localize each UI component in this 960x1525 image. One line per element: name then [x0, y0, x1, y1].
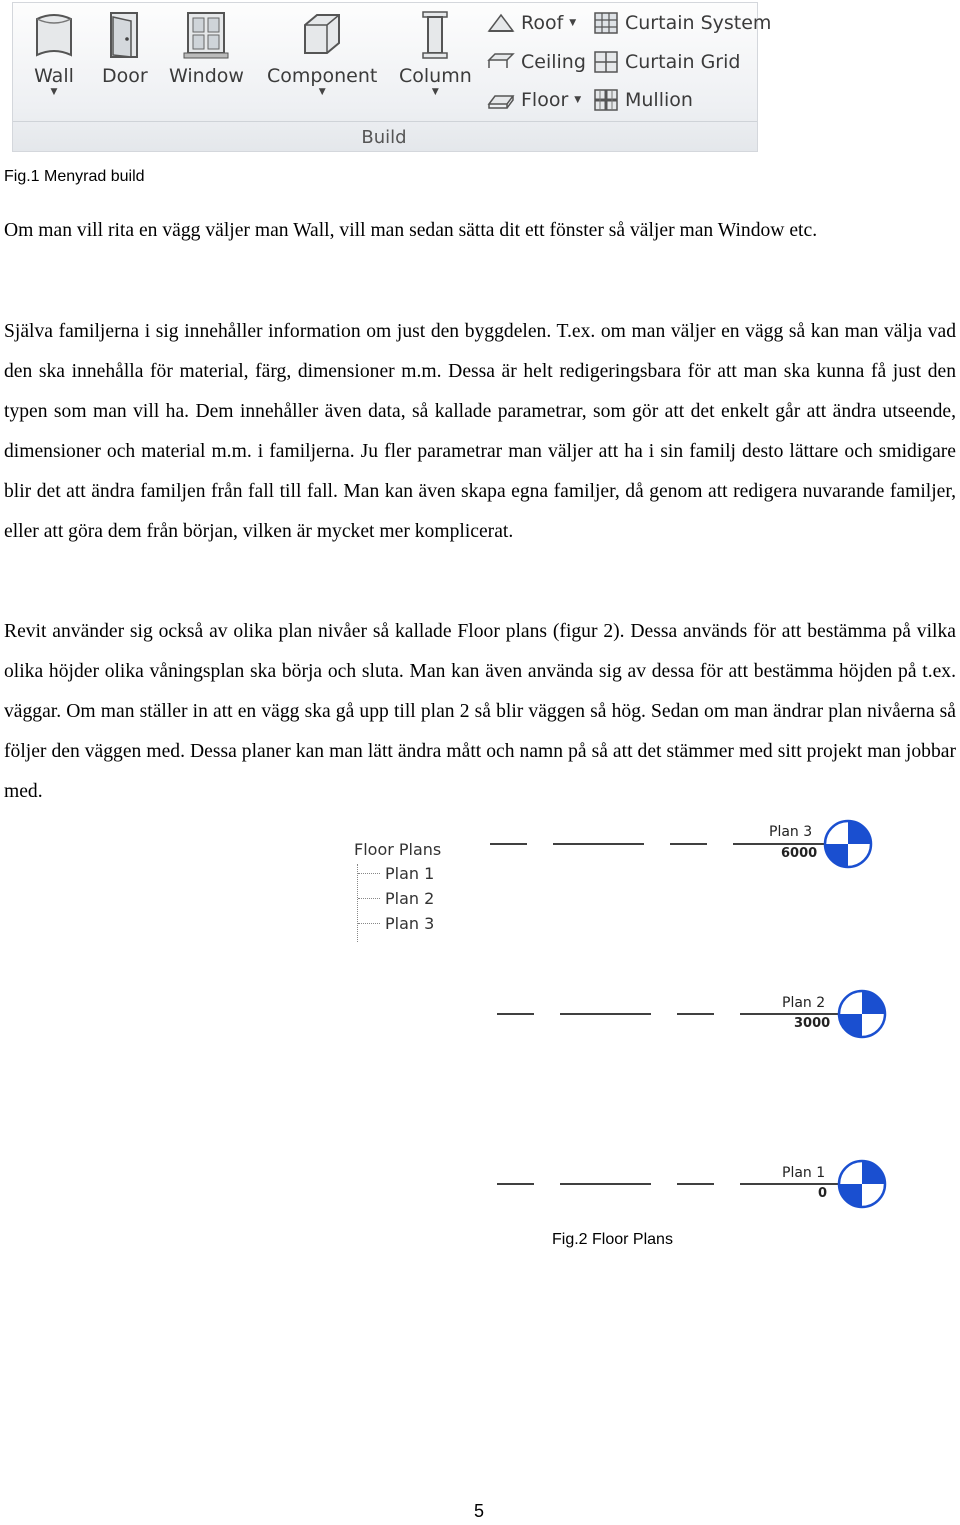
component-button[interactable]	[267, 9, 377, 97]
fig1-caption: Fig.1 Menyrad build	[4, 168, 145, 185]
paragraph-2: Själva familjerna i sig innehåller information om just den byggdelen. T.ex. om man väljer en vägg så kan man välja vad den ska innehålla för material, färg, dimensioner m.m. Dessa är helt redigeringsbara för att man ska kunna få just den typen som man vill ha. Dem innehåller även data, så kallade parametrar, som gör att det enkelt går att ändra utseende, dimensioner och material m.m. i familjerna. Ju fler parametrar man väljer att ha i sin familj desto lättare och smidigare blir det att ändra familjen från fall till fall. Man kan även skapa egna familjer, då genom att redigera nuvarande familjer, eller att göra dem från början, vilken är mycket mer komplicerat.	[4, 321, 956, 542]
curtain-system-icon	[593, 11, 619, 35]
floor-icon	[487, 88, 515, 112]
wall-label: Wall	[34, 65, 74, 87]
level-name-plan-1[interactable]: Plan 1	[782, 1165, 826, 1181]
mullion-button[interactable]	[593, 88, 693, 112]
roof-dropdown-icon[interactable]: ▼	[569, 18, 577, 28]
tree-item-plan-3[interactable]: Plan 3	[354, 911, 441, 936]
mullion-label: Mullion	[625, 89, 693, 111]
level-name-plan-3[interactable]: Plan 3	[769, 824, 813, 840]
curtain-grid-button[interactable]	[593, 50, 740, 74]
level-elevation-plan-2[interactable]: 3000	[794, 1016, 831, 1031]
roof-icon	[487, 11, 515, 35]
ceiling-button[interactable]	[487, 50, 586, 74]
component-dropdown-icon[interactable]: ▼	[318, 87, 326, 97]
page-number: 5	[474, 1501, 485, 1521]
wall-button[interactable]	[31, 9, 77, 97]
tree-title[interactable]: Floor Plans	[354, 840, 442, 859]
floor-plans-tree	[354, 840, 441, 936]
ceiling-label: Ceiling	[521, 51, 586, 73]
roof-button[interactable]	[487, 11, 576, 35]
floor-label: Floor	[521, 89, 569, 111]
level-marker-plan-3-icon	[825, 821, 871, 867]
panel-title: Build	[361, 127, 407, 148]
component-label: Component	[267, 65, 378, 87]
paragraph-1: Om man vill rita en vägg väljer man Wall, vill man sedan sätta dit ett fönster så väljer man Window etc.	[4, 220, 818, 241]
curtain-grid-icon	[593, 50, 619, 74]
column-icon	[413, 9, 457, 61]
wall-dropdown-icon[interactable]: ▼	[50, 87, 58, 97]
level-name-plan-2[interactable]: Plan 2	[782, 995, 826, 1011]
floor-button[interactable]	[487, 88, 581, 112]
window-label: Window	[169, 65, 244, 87]
window-icon	[182, 9, 230, 61]
curtain-grid-label: Curtain Grid	[625, 51, 741, 73]
curtain-system-button[interactable]	[593, 11, 771, 35]
level-elevation-plan-1[interactable]: 0	[818, 1186, 828, 1201]
column-button[interactable]	[399, 9, 472, 97]
column-dropdown-icon[interactable]: ▼	[431, 87, 439, 97]
door-label: Door	[102, 65, 148, 87]
door-button[interactable]	[102, 9, 148, 87]
tree-item-plan-2[interactable]: Plan 2	[354, 886, 441, 911]
paragraph-3: Revit använder sig också av olika plan nivåer så kallade Floor plans (figur 2). Dessa används för att bestämma på vilka olika höjder olika våningsplan ska börja och sluta. Man kan även använda sig av dessa för att bestämma höjden på t.ex. väggar. Om man ställer in att en vägg ska gå upp till plan 2 så blir väggen så hög. Sedan om man ändrar plan nivåerna så följer den väggen med. Dessa planer kan man lätt ändra mått och namn på så att det stämmer med sitt projekt man jobbar med.	[4, 621, 956, 802]
curtain-system-label: Curtain System	[625, 12, 772, 34]
floor-dropdown-icon[interactable]: ▼	[574, 95, 582, 105]
door-icon	[105, 9, 145, 61]
ribbon-divider	[13, 121, 757, 122]
window-button[interactable]	[169, 9, 244, 87]
column-label: Column	[399, 65, 472, 87]
ribbon-build-panel	[12, 2, 772, 152]
level-elevation-plan-3[interactable]: 6000	[781, 846, 818, 861]
mullion-icon	[593, 88, 619, 112]
fig2-caption: Fig.2 Floor Plans	[552, 1231, 673, 1248]
level-marker-plan-1-icon	[839, 1161, 885, 1207]
component-icon	[297, 9, 347, 61]
wall-icon	[31, 9, 77, 61]
ceiling-icon	[487, 50, 515, 74]
tree-item-plan-1[interactable]: Plan 1	[354, 861, 441, 886]
roof-label: Roof	[521, 12, 564, 34]
level-marker-plan-2-icon	[839, 991, 885, 1037]
